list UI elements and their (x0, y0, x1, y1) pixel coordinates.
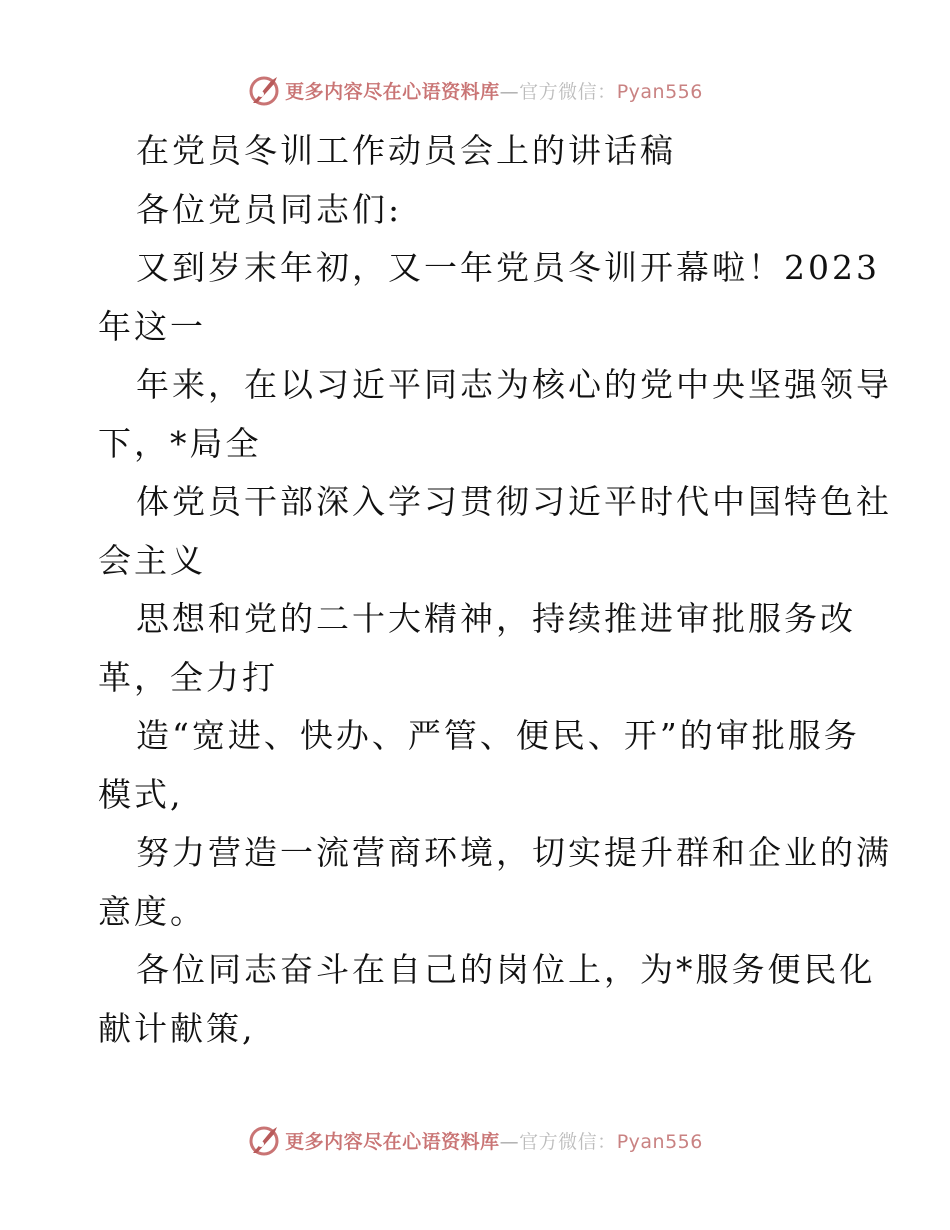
watermark-main: 更多内容尽在心语资料库 (285, 1130, 500, 1153)
watermark-separator: — (499, 1130, 520, 1153)
quill-logo-icon (247, 73, 281, 107)
document-line: 革，全力打 (98, 657, 278, 697)
footer-watermark (0, 1120, 950, 1160)
quill-logo-icon (247, 1123, 281, 1157)
document-body (98, 122, 892, 1058)
watermark-main: 更多内容尽在心语资料库 (285, 80, 500, 103)
watermark-separator: — (499, 80, 520, 103)
document-line: 各位党员同志们: (136, 189, 403, 229)
document-line: 思想和党的二十大精神，持续推进审批服务改 (136, 599, 856, 638)
document-line: 会主义 (98, 540, 206, 580)
document-line: 模式, (98, 774, 184, 814)
document-line: 体党员干部深入学习贯彻习近平时代中国特色社 (136, 482, 892, 521)
document-line: 又到岁末年初，又一年党员冬训开幕啦！2023 (136, 248, 880, 287)
document-line: 年来，在以习近平同志为核心的党中央坚强领导 (136, 365, 892, 404)
document-line: 年这一 (98, 306, 206, 346)
watermark-id: Pyan556 (616, 80, 703, 103)
watermark-label: 官方微信： (519, 1130, 617, 1153)
watermark-label: 官方微信： (519, 80, 617, 103)
document-line: 意度。 (98, 891, 206, 931)
document-line: 造“宽进、快办、严管、便民、开”的审批服务 (136, 716, 860, 755)
watermark-id: Pyan556 (616, 1130, 703, 1153)
document-line: 各位同志奋斗在自己的岗位上，为*服务便民化 (136, 950, 876, 989)
watermark-text (285, 1127, 703, 1154)
document-line: 在党员冬训工作动员会上的讲话稿 (136, 131, 676, 170)
watermark-text (285, 77, 703, 104)
document-line: 下，*局全 (98, 423, 262, 463)
document-line: 努力营造一流营商环境，切实提升群和企业的满 (136, 833, 892, 872)
header-watermark (0, 70, 950, 110)
document-line: 献计献策, (98, 1008, 256, 1048)
